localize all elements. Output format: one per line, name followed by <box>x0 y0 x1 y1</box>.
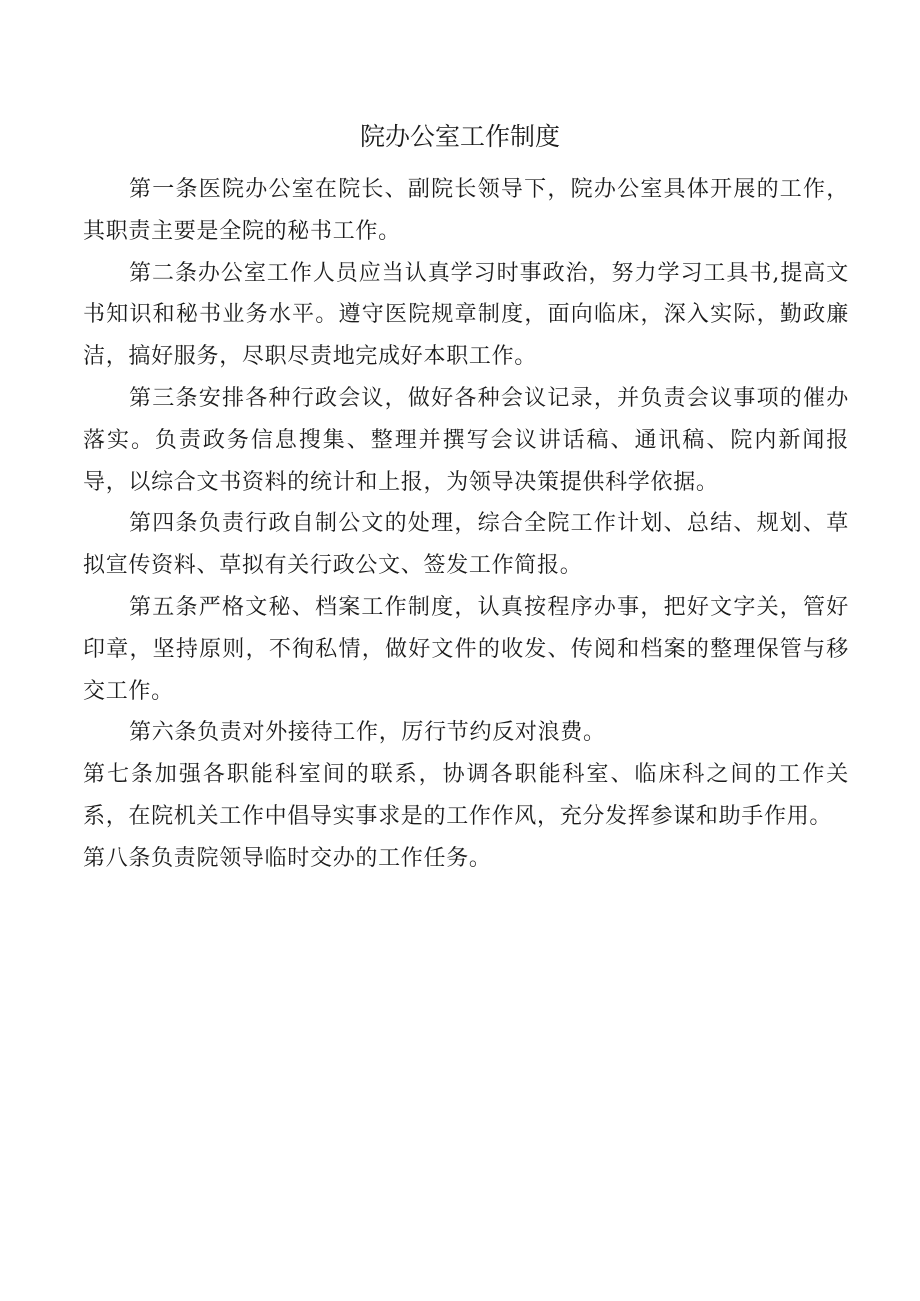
document-title: 院办公室工作制度 <box>359 122 560 151</box>
article-3: 第三条安排各种行政会议，做好各种会议记录，并负责会议事项的催办落实。负责政务信息搜集、整理并撰写会议讲话稿、通讯稿、院内新闻报导，以综合文书资料的统计和上报，为领导决策提供科学依据。 <box>83 385 849 495</box>
article-5: 第五条严格文秘、档案工作制度，认真按程序办事，把好文字关，管好印章，坚持原则，不徇私情，做好文件的收发、传阅和档案的整理保管与移交工作。 <box>83 594 849 704</box>
article-4: 第四条负责行政自制公文的处理，综合全院工作计划、总结、规划、草拟宣传资料、草拟有关行政公文、签发工作简报。 <box>83 511 849 579</box>
article-1: 第一条医院办公室在院长、副院长领导下，院办公室具体开展的工作，其职责主要是全院的秘书工作。 <box>83 177 849 244</box>
article-2: 第二条办公室工作人员应当认真学习时事政治，努力学习工具书,提高文书知识和秘书业务水平。遵守医院规章制度，面向临床，深入实际，勤政廉洁，搞好服务，尽职尽责地完成好本职工作。 <box>83 260 849 370</box>
article-6: 第六条负责对外接待工作，厉行节约反对浪费。 <box>129 720 606 746</box>
document-body <box>83 169 849 880</box>
article-7: 第七条加强各职能科室间的联系，协调各职能科室、临床科之间的工作关系，在院机关工作中倡导实事求是的工作作风，充分发挥参谋和助手作用。 <box>83 762 849 829</box>
article-8: 第八条负责院领导临时交办的工作任务。 <box>83 845 492 871</box>
